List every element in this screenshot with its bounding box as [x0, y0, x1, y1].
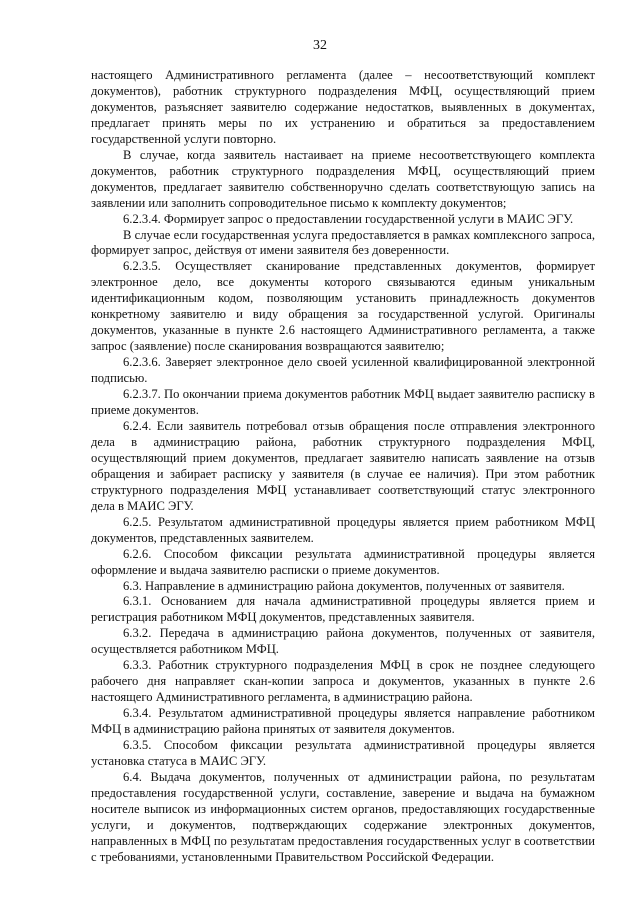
paragraph: 6.2.3.4. Формирует запрос о предоставлении государственной услуги в МАИС ЭГУ. [123, 211, 574, 226]
paragraph: 6.3.5. Способом фиксации результата административной процедуры является установка статуса в МАИС ЭГУ. [91, 738, 595, 768]
paragraph: В случае, когда заявитель настаивает на приеме несоответствующего комплекта документов, работник структурного подразделения МФЦ, осуществляющий прием документов, предлагает заявителю собственноручно сделать соответствующую запись на заявлении или заполнить сопроводительное письмо к комплекту документов; [91, 147, 595, 210]
paragraph: 6.3.3. Работник структурного подразделения МФЦ в срок не позднее следующего рабочего дня направляет скан-копии запроса и документов, указанных в пункте 2.6 настоящего Административного регламента, в администрацию района. [91, 658, 595, 705]
paragraph: 6.3.4. Результатом административной процедуры является направление работником МФЦ в администрацию района принятых от заявителя документов. [91, 706, 595, 737]
paragraph: 6.4. Выдача документов, полученных от администрации района, по результатам предоставления государственной услуги, составление, заверение и выдача на бумажном носителе выписок из информационных систем органов, предоставляющих государственные услуги, и документов, подтверждающих содержание электронных документов, направленных в МФЦ по результатам предоставления государственных услуг в соответствии с требованиями, установленными Правительством Российской Федерации. [91, 769, 595, 864]
paragraph: 6.3.2. Передача в администрацию района документов, полученных от заявителя, осуществляется работником МФЦ. [91, 626, 595, 657]
paragraph: 6.2.6. Способом фиксации результата административной процедуры является оформление и выдача заявителю расписки о приеме документов. [91, 546, 595, 577]
paragraph: 6.3. Направление в администрацию района документов, полученных от заявителя. [123, 578, 565, 593]
paragraph: 6.3.1. Основанием для начала административной процедуры является прием и регистрация работником МФЦ документов, представленных заявителя. [91, 594, 595, 625]
paragraph: настоящего Административного регламента (далее – несоответствующий комплект документов), работник структурного подразделения МФЦ, осуществляющий прием документов, разъясняет заявителю содержание недостатков, выявленных в документах, предлагает принять меры по их устранению и обратиться за предоставлением государственной услуги повторно. [91, 68, 595, 146]
paragraph: 6.2.3.7. По окончании приема документов работник МФЦ выдает заявителю расписку в приеме документов. [91, 387, 595, 418]
paragraph: 6.2.4. Если заявитель потребовал отзыв обращения после отправления электронного дела в администрацию района, работник структурного подразделения МФЦ, осуществляющий прием документов, предлагает заявителю написать заявление на отзыв обращения и забирает расписку у заявителя (в случае ее наличия). При этом работник структурного подразделения МФЦ устанавливает соответствующий статус электронного дела в МАИС ЭГУ. [91, 418, 595, 513]
paragraph: 6.2.3.5. Осуществляет сканирование представленных документов, формирует электронное дело, все документы которого связываются единым уникальным идентификационным кодом, позволяющим установить принадлежность документов конкретному заявителю и виду обращения за государственной услугой. Оригиналы документов, указанные в пункте 2.6 настоящего Административного регламента, а также запрос (заявление) после сканирования возвращаются заявителю; [91, 259, 595, 354]
paragraph: 6.2.3.6. Заверяет электронное дело своей усиленной квалифицированной электронной подписью. [91, 355, 595, 386]
paragraph: В случае если государственная услуга предоставляется в рамках комплексного запроса, формирует запрос, действуя от имени заявителя без доверенности. [91, 227, 595, 258]
page-number: 32 [313, 38, 327, 53]
paragraph: 6.2.5. Результатом административной процедуры является прием работником МФЦ документов, представленных заявителем. [91, 514, 595, 545]
document-body [91, 68, 595, 866]
